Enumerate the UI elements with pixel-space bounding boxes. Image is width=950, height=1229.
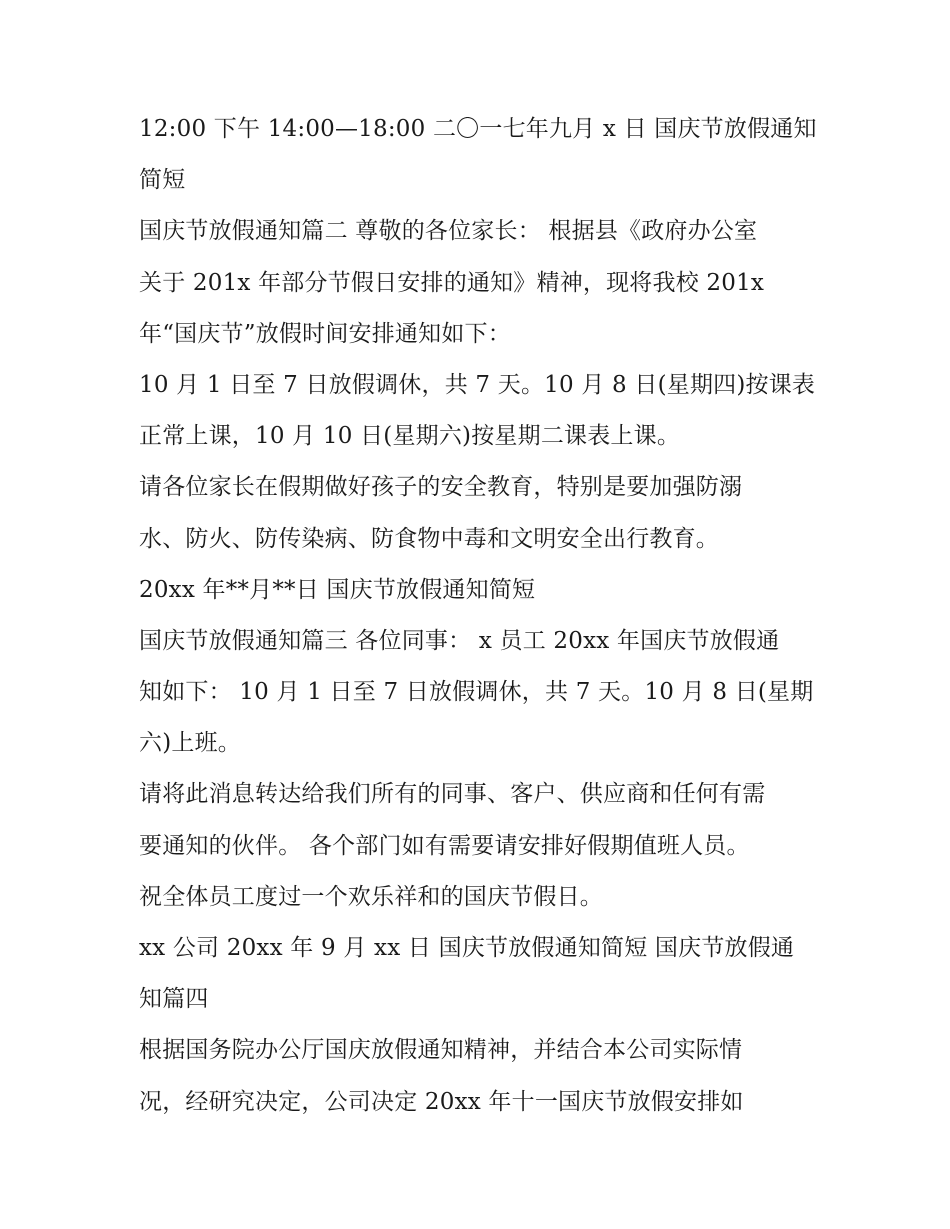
text-line: 12:00 下午 14:00—18:00 二〇一七年九月 x 日 国庆节放假通知 [139, 116, 817, 142]
text-line: 20xx 年**月**日 国庆节放假通知简短 [139, 576, 536, 603]
text-line: 六)上班。 [139, 730, 241, 757]
text-line: 祝全体员工度过一个欢乐祥和的国庆节假日。 [139, 883, 603, 910]
text-line: 国庆节放假通知篇二 尊敬的各位家长： 根据县《政府办公室 [139, 218, 758, 245]
text-line: 关于 201x 年部分节假日安排的通知》精神，现将我校 201x [139, 269, 765, 296]
text-line: 况，经研究决定，公司决定 20xx 年十一国庆节放假安排如 [139, 1088, 744, 1115]
text-line: 水、防火、防传染病、防食物中毒和文明安全出行教育。 [139, 525, 719, 552]
text-line: 简短 [139, 167, 186, 194]
text-line: 正常上课，10 月 10 日(星期六)按星期二课表上课。 [139, 423, 681, 450]
text-line: 年“国庆节”放假时间安排通知如下： [139, 320, 511, 347]
text-line: 要通知的伙伴。 各个部门如有需要请安排好假期值班人员。 [139, 832, 750, 859]
text-line: 请将此消息转达给我们所有的同事、客户、供应商和任何有需 [139, 781, 766, 808]
text-line: 知如下： 10 月 1 日至 7 日放假调休，共 7 天。10 月 8 日(星期 [139, 679, 814, 706]
text-line: 请各位家长在假期做好孩子的安全教育，特别是要加强防溺 [139, 474, 743, 501]
text-line: 10 月 1 日至 7 日放假调休，共 7 天。10 月 8 日(星期四)按课表 [139, 371, 816, 398]
text-line: xx 公司 20xx 年 9 月 xx 日 国庆节放假通知简短 国庆节放假通 [139, 935, 795, 961]
text-line: 国庆节放假通知篇三 各位同事： x 员工 20xx 年国庆节放假通 [139, 627, 780, 654]
text-line: 根据国务院办公厅国庆放假通知精神，并结合本公司实际情 [139, 1037, 743, 1064]
text-line: 知篇四 [139, 986, 209, 1013]
document-body [139, 104, 829, 1128]
